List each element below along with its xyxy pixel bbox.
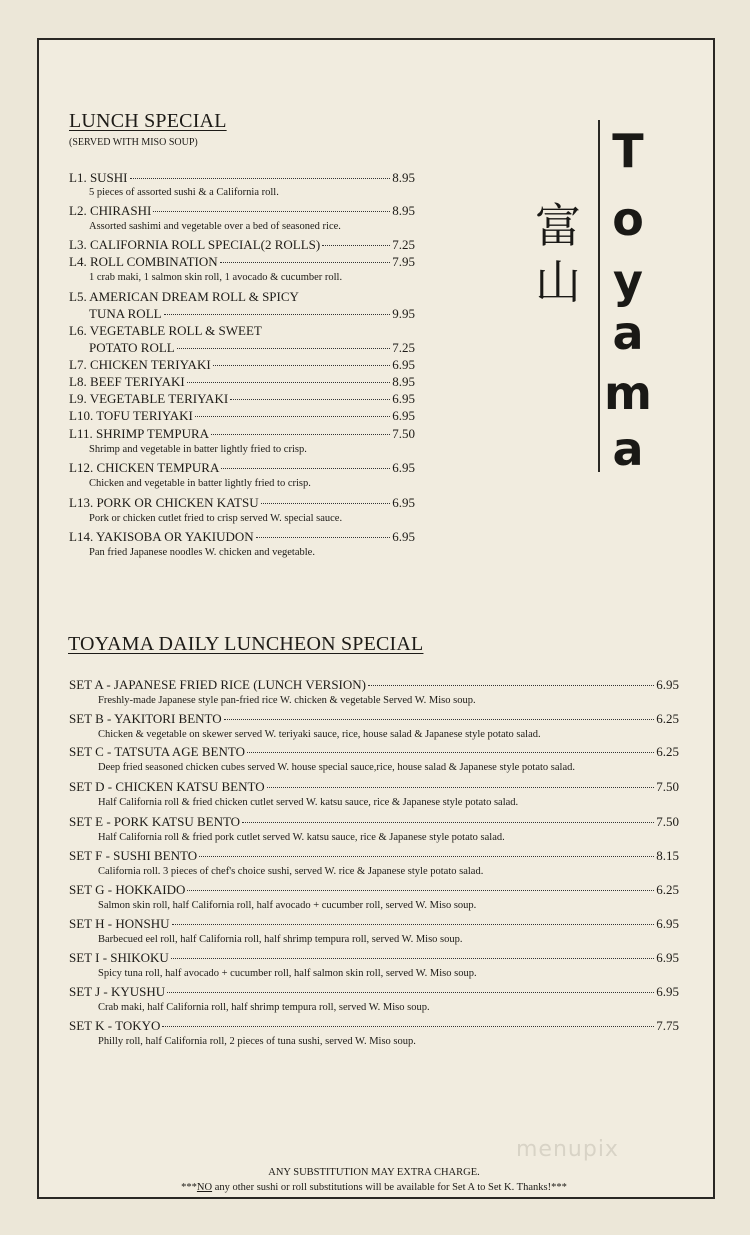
dot-leader — [261, 503, 391, 504]
footer-no: NO — [196, 1182, 213, 1193]
set-description: Half California roll & fried chicken cutlet served W. katsu sauce, rice & Japanese style potato salad. — [98, 797, 519, 808]
dot-leader — [153, 211, 390, 212]
lunch-item-description: Chicken and vegetable in batter lightly fried to crisp. — [89, 478, 311, 489]
set-item — [69, 1018, 679, 1034]
lunch-item — [69, 495, 415, 511]
item-name: L9. VEGETABLE TERIYAKI — [69, 391, 229, 406]
item-name: L2. CHIRASHI — [69, 203, 152, 218]
set-price: 6.25 — [656, 882, 679, 897]
item-name: L11. SHRIMP TEMPURA — [69, 426, 210, 441]
lunch-subheading: (SERVED WITH MISO SOUP) — [69, 137, 198, 148]
dot-leader — [224, 719, 655, 720]
set-description: California roll. 3 pieces of chef's choice sushi, served W. rice & Japanese style potato salad. — [98, 866, 484, 877]
lunch-item-description: Pork or chicken cutlet fried to crisp served W. special sauce. — [89, 513, 343, 524]
dot-leader — [267, 787, 655, 788]
item-price: 6.95 — [392, 460, 415, 475]
set-item — [69, 882, 679, 898]
set-description: Barbecued eel roll, half California roll, half shrimp tempura roll, served W. Miso soup. — [98, 934, 463, 945]
item-name: L7. CHICKEN TERIYAKI — [69, 357, 211, 372]
brand-letter-a2: a — [612, 422, 644, 476]
set-price: 8.15 — [656, 848, 679, 863]
dot-leader — [368, 685, 654, 686]
set-name: SET C - TATSUTA AGE BENTO — [69, 744, 245, 759]
dot-leader — [167, 992, 654, 993]
dot-leader — [247, 752, 654, 753]
set-name: SET H - HONSHU — [69, 916, 170, 931]
footer-line-1: ANY SUBSTITUTION MAY EXTRA CHARGE. — [268, 1167, 480, 1178]
footer-rest: any other sushi or roll substitutions will be available for Set A to Set K. Thanks!*** — [212, 1182, 567, 1193]
item-price: 9.95 — [392, 306, 415, 321]
lunch-item — [69, 254, 415, 270]
item-price: 6.95 — [392, 529, 415, 544]
set-description: Crab maki, half California roll, half shrimp tempura roll, served W. Miso soup. — [98, 1002, 430, 1013]
set-description: Spicy tuna roll, half avocado + cucumber roll, half salmon skin roll, served W. Miso soup. — [98, 968, 477, 979]
dot-leader — [220, 262, 391, 263]
lunch-item — [69, 237, 415, 253]
set-name: SET B - YAKITORI BENTO — [69, 711, 222, 726]
dot-leader — [221, 468, 390, 469]
brand-letter-m: m — [604, 366, 652, 420]
item-price: 8.95 — [392, 203, 415, 218]
set-description: Chicken & vegetable on skewer served W. teriyaki sauce, rice, house salad & Japanese style potato salad. — [98, 729, 541, 740]
set-name: SET F - SUSHI BENTO — [69, 848, 198, 863]
kanji-yama: 山 — [535, 255, 581, 309]
daily-heading: TOYAMA DAILY LUNCHEON SPECIAL — [68, 633, 424, 655]
dot-leader — [242, 822, 654, 823]
dot-leader — [164, 314, 391, 315]
item-price: 6.95 — [392, 495, 415, 510]
item-name: TUNA ROLL — [89, 306, 162, 321]
watermark: menupix — [516, 1137, 619, 1162]
lunch-item-description: 1 crab maki, 1 salmon skin roll, 1 avocado & cucumber roll. — [89, 272, 343, 283]
dot-leader — [162, 1026, 654, 1027]
dot-leader — [187, 382, 391, 383]
dot-leader — [199, 856, 654, 857]
set-price: 7.50 — [656, 779, 679, 794]
set-description: Salmon skin roll, half California roll, half avocado + cucumber roll, served W. Miso soup. — [98, 900, 477, 911]
dot-leader — [172, 924, 655, 925]
dot-leader — [213, 365, 391, 366]
brand-letter-y: y — [613, 254, 643, 308]
set-name: SET I - SHIKOKU — [69, 950, 169, 965]
item-name: L10. TOFU TERIYAKI — [69, 408, 193, 423]
dot-leader — [230, 399, 390, 400]
dot-leader — [211, 434, 390, 435]
lunch-item-description: Pan fried Japanese noodles W. chicken and vegetable. — [89, 547, 315, 558]
footer-line-2 — [37, 1182, 711, 1193]
lunch-item — [69, 203, 415, 219]
set-price: 6.95 — [656, 950, 679, 965]
brand-letter-t: T — [612, 124, 644, 178]
set-price: 6.25 — [656, 744, 679, 759]
item-name: L14. YAKISOBA OR YAKIUDON — [69, 529, 254, 544]
lunch-item — [69, 460, 415, 476]
dot-leader — [171, 958, 654, 959]
item-name: L8. BEEF TERIYAKI — [69, 374, 185, 389]
set-item — [69, 779, 679, 795]
set-item — [69, 916, 679, 932]
dot-leader — [187, 890, 654, 891]
kanji-tomi: 富 — [535, 199, 581, 253]
set-item — [69, 711, 679, 727]
brand-divider — [598, 120, 600, 472]
set-price: 6.95 — [656, 916, 679, 931]
lunch-item — [69, 391, 415, 407]
lunch-item — [89, 306, 415, 322]
item-name: L1. SUSHI — [69, 170, 128, 185]
dot-leader — [256, 537, 391, 538]
lunch-item-title: L5. AMERICAN DREAM ROLL & SPICY — [69, 289, 299, 304]
lunch-item-description: Assorted sashimi and vegetable over a bed of seasoned rice. — [89, 221, 341, 232]
lunch-item-description: 5 pieces of assorted sushi & a California roll. — [89, 187, 279, 198]
footer-prefix: *** — [181, 1182, 197, 1193]
lunch-item — [69, 408, 415, 424]
brand-letter-a1: a — [612, 306, 644, 360]
lunch-item — [69, 374, 415, 390]
set-name: SET E - PORK KATSU BENTO — [69, 814, 241, 829]
dot-leader — [130, 178, 391, 179]
set-description: Freshly-made Japanese style pan-fried rice W. chicken & vegetable Served W. Miso soup. — [98, 695, 476, 706]
set-name: SET G - HOKKAIDO — [69, 882, 186, 897]
set-item — [69, 848, 679, 864]
item-name: L13. PORK OR CHICKEN KATSU — [69, 495, 259, 510]
item-price: 7.25 — [392, 237, 415, 252]
lunch-heading: LUNCH SPECIAL — [69, 110, 227, 132]
item-name: L3. CALIFORNIA ROLL SPECIAL(2 ROLLS) — [69, 237, 321, 252]
item-price: 8.95 — [392, 374, 415, 389]
item-price: 8.95 — [392, 170, 415, 185]
set-price: 7.75 — [656, 1018, 679, 1033]
lunch-item-description: Shrimp and vegetable in batter lightly fried to crisp. — [89, 444, 307, 455]
lunch-item — [69, 426, 415, 442]
lunch-item — [69, 357, 415, 373]
set-name: SET D - CHICKEN KATSU BENTO — [69, 779, 265, 794]
item-name: POTATO ROLL — [89, 340, 175, 355]
set-name: SET K - TOKYO — [69, 1018, 161, 1033]
lunch-item — [89, 340, 415, 356]
set-description: Deep fried seasoned chicken cubes served W. house special sauce,rice, house salad & Japanese style potato salad. — [98, 762, 575, 773]
set-price: 6.95 — [656, 677, 679, 692]
item-price: 6.95 — [392, 357, 415, 372]
dot-leader — [322, 245, 390, 246]
item-price: 7.95 — [392, 254, 415, 269]
set-item — [69, 950, 679, 966]
item-name: L4. ROLL COMBINATION — [69, 254, 218, 269]
set-item — [69, 814, 679, 830]
item-price: 7.25 — [392, 340, 415, 355]
lunch-item-title: L6. VEGETABLE ROLL & SWEET — [69, 323, 262, 338]
brand-letter-o: o — [612, 192, 644, 246]
dot-leader — [177, 348, 390, 349]
set-item — [69, 677, 679, 693]
set-price: 6.25 — [656, 711, 679, 726]
lunch-item — [69, 529, 415, 545]
item-name: L12. CHICKEN TEMPURA — [69, 460, 220, 475]
set-item — [69, 984, 679, 1000]
dot-leader — [195, 416, 390, 417]
set-name: SET A - JAPANESE FRIED RICE (LUNCH VERSION) — [69, 677, 366, 692]
set-description: Half California roll & fried pork cutlet served W. katsu sauce, rice & Japanese style potato salad. — [98, 832, 505, 843]
item-price: 6.95 — [392, 391, 415, 406]
set-price: 7.50 — [656, 814, 679, 829]
set-name: SET J - KYUSHU — [69, 984, 166, 999]
set-description: Philly roll, half California roll, 2 pieces of tuna sushi, served W. Miso soup. — [98, 1036, 416, 1047]
lunch-item — [69, 170, 415, 186]
set-price: 6.95 — [656, 984, 679, 999]
set-item — [69, 744, 679, 760]
item-price: 6.95 — [392, 408, 415, 423]
item-price: 7.50 — [392, 426, 415, 441]
